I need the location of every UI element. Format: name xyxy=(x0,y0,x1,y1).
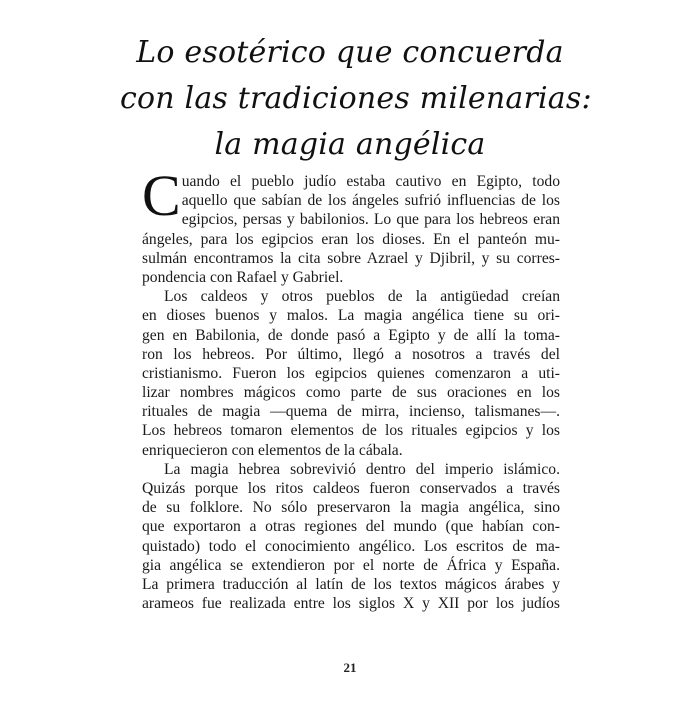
page-number: 21 xyxy=(343,660,357,675)
paragraph-3-line-8: arameos fue realizada entre los siglos X y XII por los judíos xyxy=(142,595,560,613)
paragraph-3-line-1: La magia hebrea sobrevivió dentro del imperio islámico. xyxy=(164,460,560,478)
chapter-title-line-2: con las tradiciones milenarias: xyxy=(120,81,592,116)
drop-cap: C xyxy=(142,163,181,228)
paragraph-1-line-4: ángeles, para los egipcios eran los dioses. En el panteón mu- xyxy=(142,230,560,248)
paragraph-1-line-2: aquello que sabían de los ángeles sufrió influencias de los xyxy=(181,192,560,210)
paragraph-1-line-1: uando el pueblo judío estaba cautivo en Egipto, todo xyxy=(181,173,560,190)
chapter-title-line-3: la magia angélica xyxy=(214,127,486,162)
paragraph-3 xyxy=(142,460,560,614)
paragraph-2 xyxy=(142,287,560,460)
chapter-title-line-1: Lo esotérico que concuerda xyxy=(136,35,564,70)
paragraph-1-line-3: egipcios, persas y babilonios. Lo que para los hebreos eran xyxy=(181,211,560,229)
paragraph-2-line-2: en dioses buenos y malos. La magia angélica tiene su ori- xyxy=(142,307,560,325)
paragraph-3-line-5: quistado) todo el conocimiento angélico. Los escritos de ma- xyxy=(142,537,560,555)
paragraph-2-line-5: cristianismo. Fueron los egipcios quienes comenzaron a uti- xyxy=(142,364,560,382)
paragraph-3-line-6: gia angélica se extendieron por el norte de África y España. xyxy=(142,556,560,574)
paragraph-2-line-9: enriquecieron con elementos de la cábala. xyxy=(142,441,403,459)
paragraph-2-line-7: rituales de magia —quema de mirra, incienso, talismanes—. xyxy=(142,403,560,421)
paragraph-2-line-6: lizar nombres mágicos como parte de sus oraciones en los xyxy=(142,384,560,402)
paragraph-1-line-6: pondencia con Rafael y Gabriel. xyxy=(142,268,344,286)
paragraph-1 xyxy=(142,163,560,287)
paragraph-3-line-2: Quizás porque los ritos caldeos fueron conservados a través xyxy=(142,480,560,497)
paragraph-3-line-4: que exportaron a otras regiones del mundo (que habían con- xyxy=(142,518,560,536)
paragraph-3-line-7: La primera traducción al latín de los textos mágicos árabes y xyxy=(142,575,560,593)
paragraph-3-line-3: de su folklore. No sólo preservaron la magia angélica, sino xyxy=(142,499,560,517)
paragraph-2-line-3: gen en Babilonia, de donde pasó a Egipto y de allí la toma- xyxy=(142,326,560,344)
chapter-title xyxy=(120,30,592,168)
paragraph-1-line-5: sulmán encontramos la cita sobre Azrael y Djibril, y su corres- xyxy=(142,249,560,267)
paragraph-2-line-8: Los hebreos tomaron elementos de los rituales egipcios y los xyxy=(142,422,560,440)
paragraph-2-line-1: Los caldeos y otros pueblos de la antigüedad creían xyxy=(164,288,560,306)
paragraph-2-line-4: ron los hebreos. Por último, llegó a nosotros a través del xyxy=(142,345,560,363)
body-text xyxy=(142,163,560,613)
